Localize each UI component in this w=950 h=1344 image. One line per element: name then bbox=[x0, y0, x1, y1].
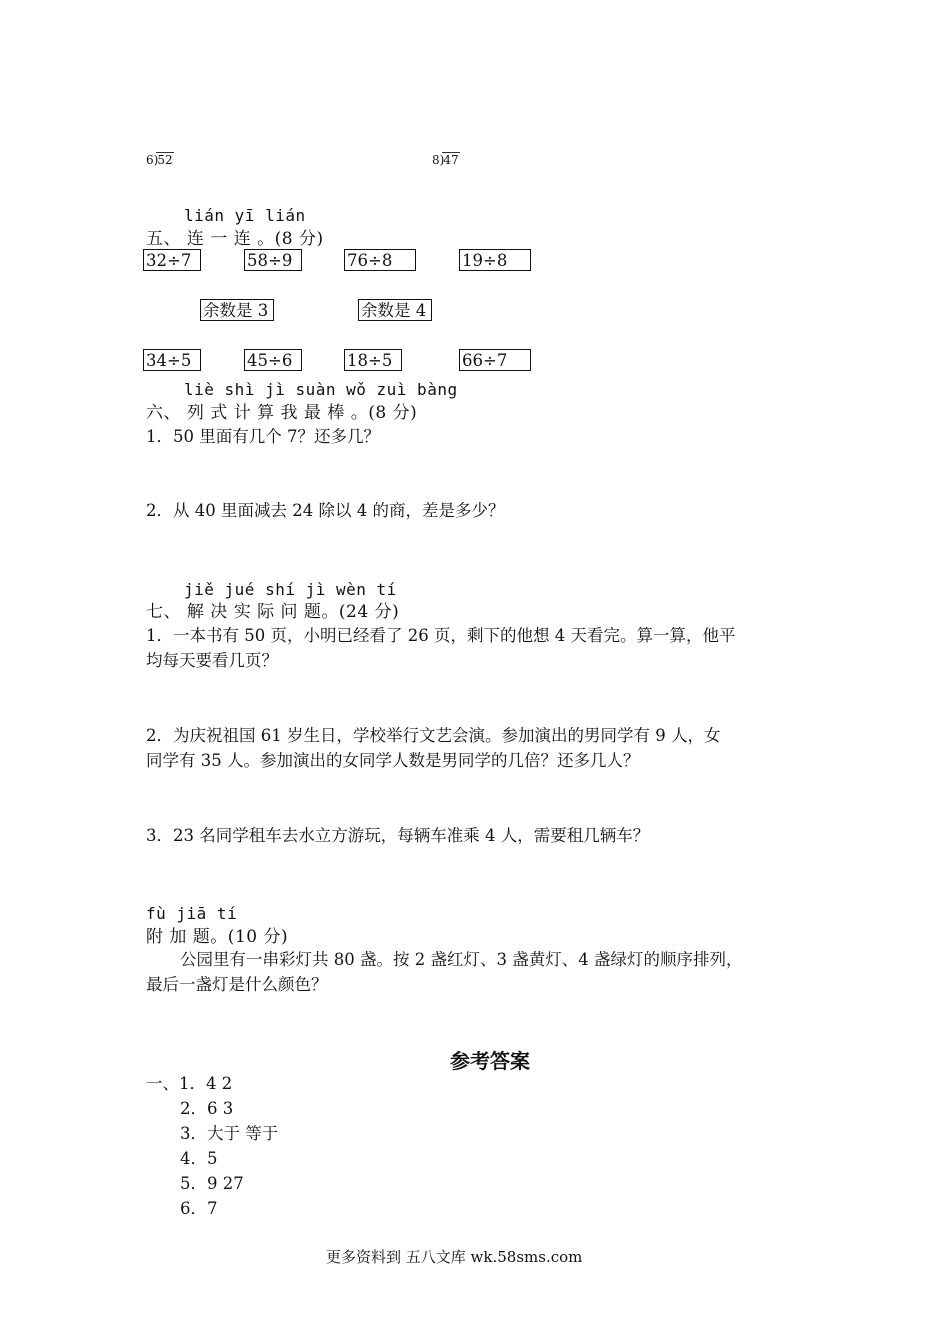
dividend: 47 bbox=[443, 153, 459, 167]
answer-item: 2．6 3 bbox=[180, 1099, 234, 1118]
match-box-bottom-3[interactable]: 18÷5 bbox=[344, 349, 402, 371]
divisor: 8 bbox=[432, 153, 440, 167]
bonus-pinyin: fù jiā tí bbox=[146, 904, 238, 923]
answer-item: 4．5 bbox=[180, 1149, 218, 1168]
answer-item: 一、1．4 2 bbox=[146, 1074, 233, 1093]
answers-title: 参考答案 bbox=[450, 1049, 530, 1073]
match-box-top-3[interactable]: 76÷8 bbox=[344, 249, 416, 271]
section6-question-2: 2．从 40 里面减去 24 除以 4 的商，差是多少？ bbox=[146, 501, 505, 520]
match-box-bottom-2[interactable]: 45÷6 bbox=[244, 349, 302, 371]
match-box-bottom-4[interactable]: 66÷7 bbox=[459, 349, 531, 371]
match-box-bottom-1[interactable]: 34÷5 bbox=[143, 349, 201, 371]
section6-title: 六、 列 式 计 算 我 最 棒 。(8 分) bbox=[146, 403, 418, 423]
answer-item: 3．大于 等于 bbox=[180, 1124, 279, 1143]
footer-link[interactable]: 更多资料到 五八文库 wk.58sms.com bbox=[326, 1248, 583, 1266]
division-problem-left: 6)52 bbox=[146, 153, 173, 167]
bonus-line-1: 公园里有一串彩灯共 80 盏。按 2 盏红灯、3 盏黄灯、4 盏绿灯的顺序排列， bbox=[180, 950, 743, 969]
section6-question-1: 1．50 里面有几个 7？还多几？ bbox=[146, 427, 380, 446]
section6-pinyin: liè shì jì suàn wǒ zuì bàng bbox=[184, 380, 458, 399]
bonus-line-2: 最后一盏灯是什么颜色？ bbox=[146, 975, 328, 994]
match-box-top-1[interactable]: 32÷7 bbox=[143, 249, 201, 271]
section5-title: 五、 连 一 连 。(8 分) bbox=[146, 229, 324, 249]
remainder-box-3[interactable]: 余数是 3 bbox=[200, 299, 274, 321]
division-problem-right: 8)47 bbox=[432, 153, 459, 167]
section7-question-1-line-1: 1．一本书有 50 页，小明已经看了 26 页，剩下的他想 4 天看完。算一算，他平 bbox=[146, 626, 736, 645]
dividend: 52 bbox=[157, 153, 173, 167]
section5-pinyin: lián yī lián bbox=[184, 206, 306, 225]
section7-question-3: 3．23 名同学租车去水立方游玩，每辆车准乘 4 人，需要租几辆车？ bbox=[146, 826, 650, 845]
match-box-top-4[interactable]: 19÷8 bbox=[459, 249, 531, 271]
section7-question-2-line-2: 同学有 35 人。参加演出的女同学人数是男同学的几倍？还多几人？ bbox=[146, 751, 640, 770]
section7-question-2-line-1: 2．为庆祝祖国 61 岁生日，学校举行文艺会演。参加演出的男同学有 9 人，女 bbox=[146, 726, 721, 745]
answer-item: 6．7 bbox=[180, 1199, 218, 1218]
section7-pinyin: jiě jué shí jì wèn tí bbox=[184, 580, 397, 599]
answer-item: 5．9 27 bbox=[180, 1174, 244, 1193]
section7-title: 七、 解 决 实 际 问 题。(24 分) bbox=[146, 602, 400, 622]
section7-question-1-line-2: 均每天要看几页？ bbox=[146, 651, 278, 670]
match-box-top-2[interactable]: 58÷9 bbox=[244, 249, 302, 271]
bonus-title: 附 加 题。(10 分) bbox=[146, 927, 289, 947]
remainder-box-4[interactable]: 余数是 4 bbox=[358, 299, 432, 321]
divisor: 6 bbox=[146, 153, 154, 167]
